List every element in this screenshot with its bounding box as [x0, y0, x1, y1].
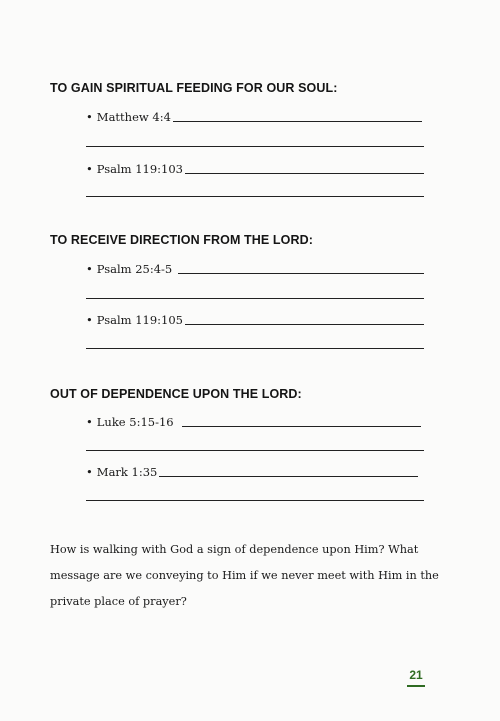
write-in-line[interactable]: [185, 324, 424, 325]
verse-reference: Psalm 119:103: [96, 162, 183, 176]
verse-reference: Psalm 25:4-5: [96, 262, 173, 276]
answer-line[interactable]: [86, 146, 424, 147]
section-heading-spiritual-feeding: TO GAIN SPIRITUAL FEEDING FOR OUR SOUL:: [50, 81, 338, 95]
verse-reference: Psalm 119:105: [96, 313, 183, 327]
bullet: •: [86, 465, 93, 479]
bullet: •: [86, 162, 93, 176]
write-in-line[interactable]: [182, 426, 421, 427]
write-in-line[interactable]: [173, 121, 422, 122]
page-number: 21: [409, 668, 423, 682]
verse-prompt-mark-1-35: [86, 463, 418, 479]
verse-prompt-matthew-4-4: [86, 108, 422, 124]
answer-line[interactable]: [86, 348, 424, 349]
bullet: •: [86, 110, 93, 124]
verse-prompt-psalm-119-105: [86, 311, 424, 327]
section-heading-direction: TO RECEIVE DIRECTION FROM THE LORD:: [50, 233, 313, 247]
bullet: •: [86, 415, 93, 429]
page-number-underline: [407, 685, 425, 687]
verse-reference: Luke 5:15-16: [96, 415, 174, 429]
answer-line[interactable]: [86, 500, 424, 501]
answer-line[interactable]: [86, 450, 424, 451]
verse-reference: Mark 1:35: [96, 465, 158, 479]
reflection-question: How is walking with God a sign of dependence upon Him? What message are we conveying to Him if we never meet with Him in the private place of prayer?: [50, 543, 439, 608]
verse-prompt-luke-5-15-16: [86, 413, 421, 429]
answer-line[interactable]: [86, 196, 424, 197]
bullet: •: [86, 313, 93, 327]
verse-prompt-psalm-25-4-5: [86, 260, 424, 276]
write-in-line[interactable]: [185, 173, 424, 174]
verse-prompt-psalm-119-103: [86, 160, 424, 176]
answer-line[interactable]: [86, 298, 424, 299]
write-in-line[interactable]: [159, 476, 418, 477]
write-in-line[interactable]: [178, 273, 424, 274]
verse-reference: Matthew 4:4: [96, 110, 171, 124]
section-heading-dependence: OUT OF DEPENDENCE UPON THE LORD:: [50, 387, 302, 401]
bullet: •: [86, 262, 93, 276]
